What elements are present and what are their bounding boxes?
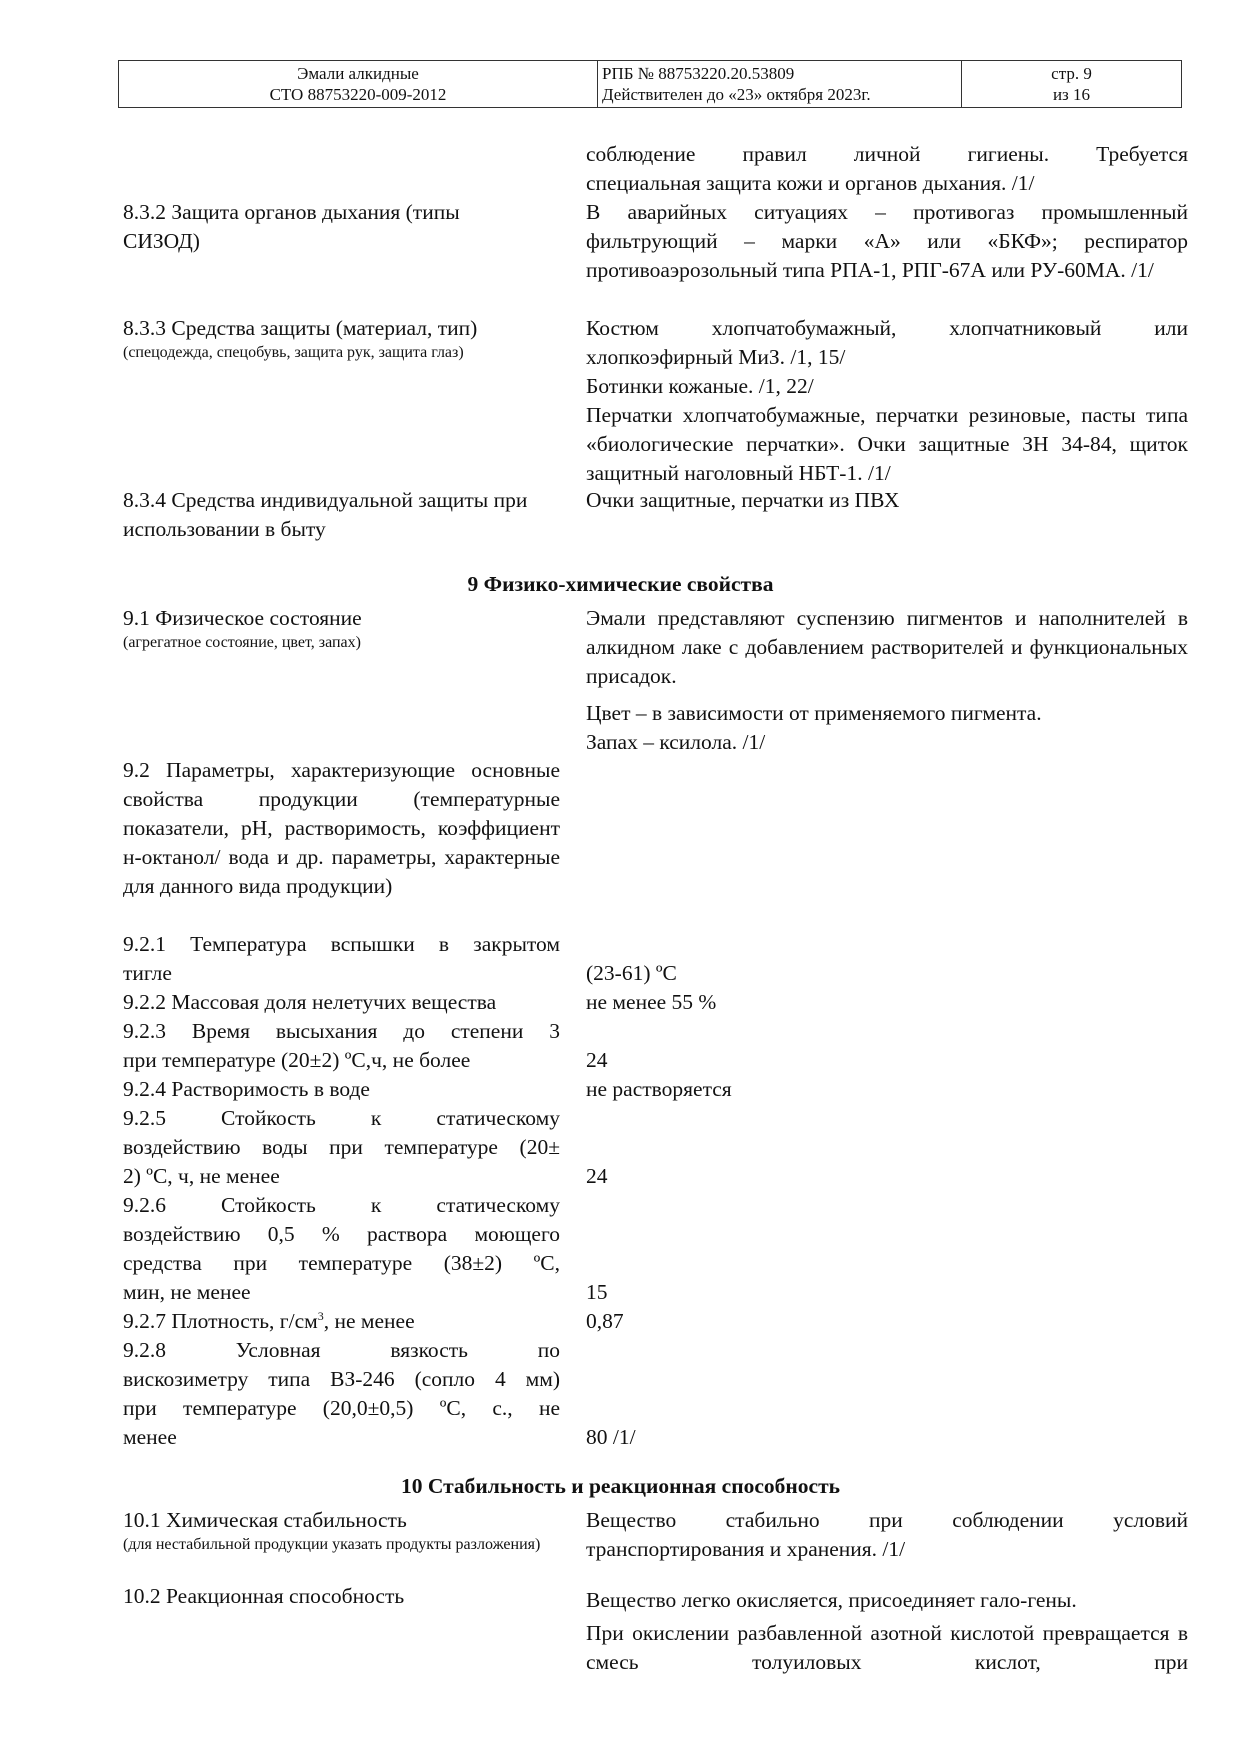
- s91-value: [586, 604, 1188, 757]
- s928-value: 80 /1/: [586, 1425, 636, 1449]
- s834-label: 8.3.4 Средства индивидуальной защиты при использовании в быту: [123, 488, 528, 541]
- header-rpb-number: РПБ № 88753220.20.53809: [602, 64, 795, 83]
- s102-value: [586, 1586, 1188, 1677]
- s102-value-2: При окислении разбавленной азотной кислотой превращается в смесь толуиловых кислот, при: [586, 1621, 1188, 1674]
- s833-value-2: Ботинки кожаные. /1, 22/: [586, 374, 814, 398]
- s921-value: (23-61) ºС: [586, 961, 677, 985]
- header-page-cell: [962, 61, 1182, 108]
- s833-label-block: [123, 314, 560, 363]
- header-doc-standard: СТО 88753220-009-2012: [269, 85, 447, 104]
- s101-value: Вещество стабильно при соблюдении условий транспортирования и хранения. /1/: [586, 1508, 1188, 1561]
- s91-value-2: Цвет – в зависимости от применяемого пигмента.: [586, 701, 1042, 725]
- header-page-label: стр. 9: [1051, 64, 1092, 83]
- s101-label: 10.1 Химическая стабильность: [123, 1508, 407, 1532]
- document-header-table: [118, 60, 1182, 108]
- s832-value: В аварийных ситуациях – противогаз промышленный фильтрующий – марки «А» или «БКФ»; респиратор противоаэрозольный типа РПА-1, РПГ-67А или РУ-60МА. /1/: [586, 200, 1188, 282]
- s833-note: (спецодежда, спецобувь, защита рук, защита глаз): [123, 344, 464, 361]
- s926-value: 15: [586, 1280, 608, 1304]
- s91-value-1: Эмали представляют суспензию пигментов и наполнителей в алкидном лаке с добавлением растворителей и функциональных присадок.: [586, 606, 1188, 688]
- s91-value-3: Запах – ксилола. /1/: [586, 730, 766, 754]
- s832-label: 8.3.2 Защита органов дыхания (типы СИЗОД): [123, 200, 460, 253]
- s833-value-3: Перчатки хлопчатобумажные, перчатки резиновые, пасты типа «биологические перчатки». Очки защитные ЗН 34-84, щиток защитный наголовный НБТ-1. /1/: [586, 403, 1188, 485]
- s923-value: 24: [586, 1048, 608, 1072]
- s101-note: (для нестабильной продукции указать продукты разложения): [123, 1536, 541, 1553]
- s927-label: 9.2.7 Плотность, $г/см^3$, не менее: [123, 1308, 415, 1333]
- s833-label: 8.3.3 Средства защиты (материал, тип): [123, 316, 478, 340]
- s91-note: (агрегатное состояние, цвет, запах): [123, 634, 361, 651]
- section9-title: 9 Физико-химические свойства: [467, 572, 774, 596]
- s91-label: 9.1 Физическое состояние: [123, 606, 362, 630]
- s834-value: Очки защитные, перчатки из ПВХ: [586, 488, 900, 512]
- s921-label: 9.2.1 Температура вспышки в закрытом тигле: [123, 932, 560, 985]
- s924-label: 9.2.4 Растворимость в воде: [123, 1077, 370, 1101]
- s923-label: 9.2.3 Время высыхания до степени 3 при температуре (20±2) ºС,ч, не более: [123, 1019, 560, 1072]
- s8-intro-text: соблюдение правил личной гигиены. Требуется специальная защита кожи и органов дыхания. /1/: [586, 142, 1188, 195]
- header-doc-name: Эмали алкидные: [297, 64, 419, 83]
- header-page-total: из 16: [1052, 85, 1091, 104]
- section10-title: 10 Стабильность и реакционная способность: [400, 1474, 841, 1498]
- s833-value: [586, 314, 1188, 488]
- header-rpb-cell: [598, 61, 962, 108]
- s925-label: 9.2.5 Стойкость к статическому воздействию воды при температуре (20± 2) ºС, ч, не менее: [123, 1106, 560, 1188]
- s101-label-block: [123, 1506, 560, 1555]
- s102-value-1: Вещество легко окисляется, присоединяет гало-гены.: [586, 1588, 1077, 1612]
- s922-value: не менее 55 %: [586, 990, 717, 1014]
- s922-label: 9.2.2 Массовая доля нелетучих вещества: [123, 990, 497, 1014]
- s91-label-block: [123, 604, 560, 653]
- header-valid-until: Действителен до «23» октября 2023г.: [602, 85, 871, 104]
- s92-label: 9.2 Параметры, характеризующие основные свойства продукции (температурные показатели, pH, растворимость, коэффициент н-октанол/ вода и др. параметры, характерные для данного вида продукции): [123, 758, 560, 898]
- s924-value: не растворяется: [586, 1077, 732, 1101]
- s928-label: 9.2.8 Условная вязкость по вискозиметру типа ВЗ-246 (сопло 4 мм) при температуре (20,0±0,5) ºС, с., не менее: [123, 1338, 560, 1449]
- s927-value: 0,87: [586, 1309, 624, 1333]
- s926-label: 9.2.6 Стойкость к статическому воздействию 0,5 % раствора моющего средства при температуре (38±2) ºС, мин, не менее: [123, 1193, 560, 1304]
- s102-label: 10.2 Реакционная способность: [123, 1584, 405, 1608]
- s833-value-1: Костюм хлопчатобумажный, хлопчатниковый или хлопкоэфирный МиЗ. /1, 15/: [586, 316, 1188, 369]
- header-doc-cell: [119, 61, 598, 108]
- s925-value: 24: [586, 1164, 608, 1188]
